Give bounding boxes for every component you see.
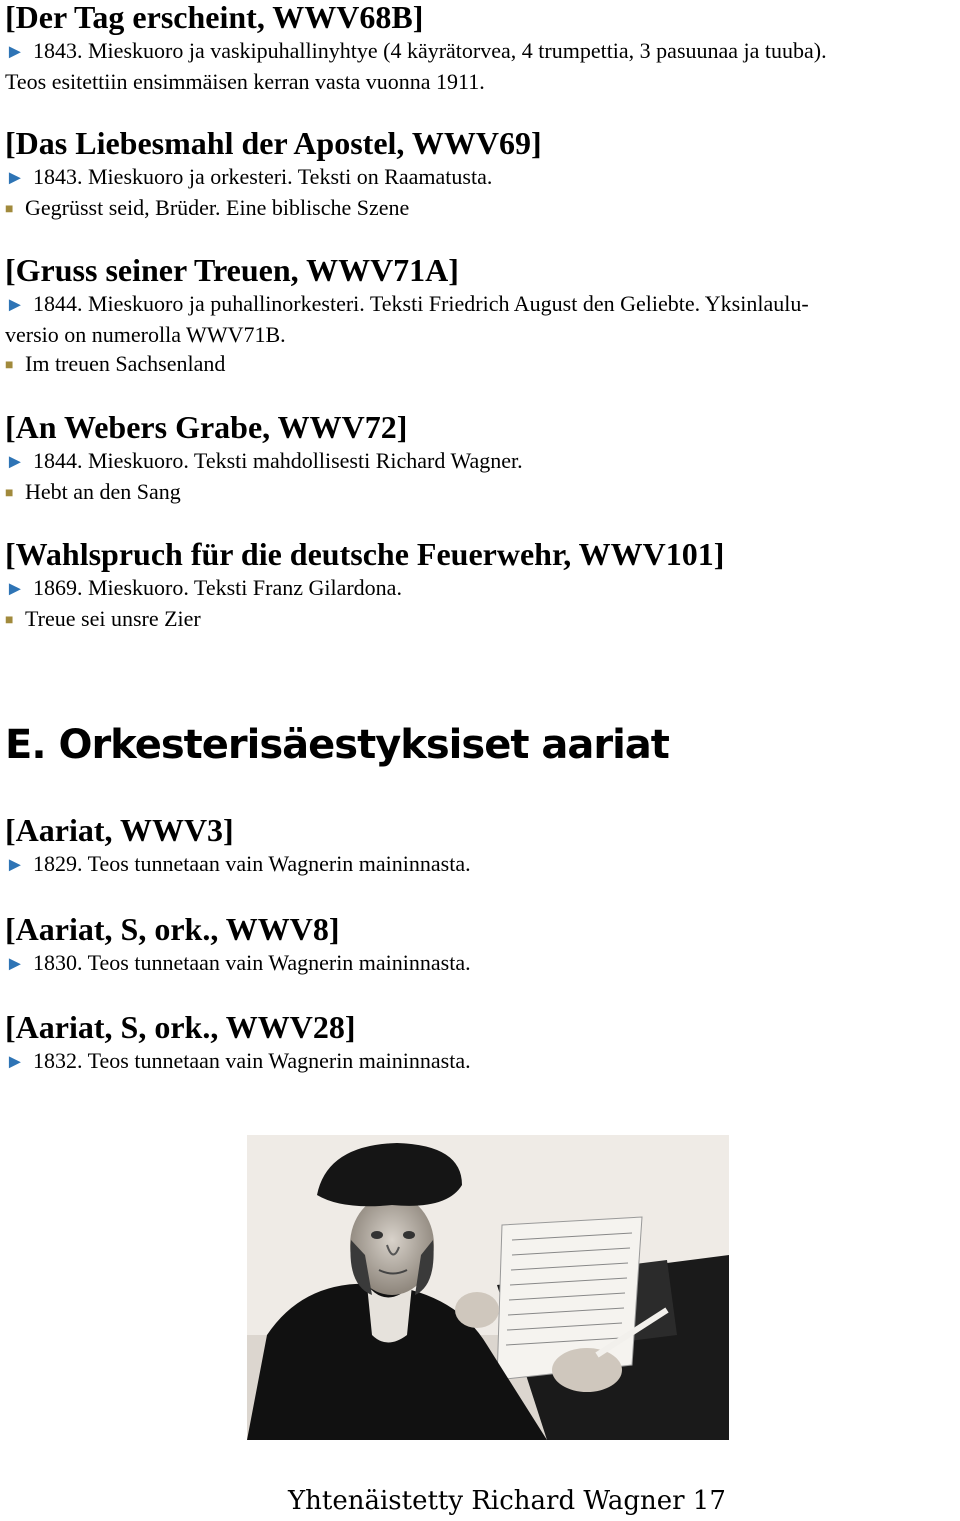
entry-line: 1843. Mieskuoro ja vaskipuhallinyhtye (4 käyrätorvea, 4 trumpettia, 3 pasuunaa ja tuuba). — [33, 38, 827, 63]
section-heading — [5, 722, 669, 768]
entry-line: 1829. Teos tunnetaan vain Wagnerin maininnasta. — [33, 851, 471, 876]
portrait-illustration — [247, 1135, 729, 1440]
arrow-right-icon: ► — [5, 953, 25, 975]
arrow-right-icon: ► — [5, 41, 25, 63]
entry-line: 1869. Mieskuoro. Teksti Franz Gilardona. — [33, 575, 402, 600]
wagner-portrait-photo — [247, 1135, 729, 1440]
entry-title: [Der Tag erscheint, WWV68B] — [5, 0, 424, 35]
entry-title: [Gruss seiner Treuen, WWV71A] — [5, 252, 459, 288]
arrow-right-icon: ► — [5, 854, 25, 876]
song-title: Gegrüsst seid, Brüder. Eine biblische Szene — [25, 195, 410, 220]
entry-aariat-wwv28 — [5, 1010, 471, 1077]
entry-line: 1843. Mieskuoro ja orkesteri. Teksti on Raamatusta. — [33, 164, 493, 189]
song-title: Im treuen Sachsenland — [25, 351, 226, 376]
square-icon: ■ — [5, 486, 14, 501]
entry-line: Teos esitettiin ensimmäisen kerran vasta vuonna 1911. — [5, 69, 485, 94]
section-title: E. Orkesterisäestyksiset aariat — [5, 722, 669, 768]
arrow-right-icon: ► — [5, 294, 25, 316]
arrow-right-icon: ► — [5, 167, 25, 189]
arrow-right-icon: ► — [5, 451, 25, 473]
square-icon: ■ — [5, 202, 14, 217]
entry-title: [Aariat, S, ork., WWV8] — [5, 911, 340, 947]
entry-webers-grabe — [5, 410, 523, 508]
entry-line: 1844. Mieskuoro. Teksti mahdollisesti Richard Wagner. — [33, 448, 523, 473]
song-title: Treue sei unsre Zier — [25, 606, 201, 631]
square-icon: ■ — [5, 358, 14, 373]
entry-line: 1830. Teos tunnetaan vain Wagnerin maininnasta. — [33, 950, 471, 975]
arrow-right-icon: ► — [5, 578, 25, 600]
entry-title: [Das Liebesmahl der Apostel, WWV69] — [5, 125, 542, 161]
song-title: Hebt an den Sang — [25, 479, 181, 504]
page-footer: Yhtenäistetty Richard Wagner 17 — [288, 1486, 726, 1516]
entry-wahlspruch — [5, 537, 724, 635]
square-icon: ■ — [5, 613, 14, 628]
entry-title: [Wahlspruch für die deutsche Feuerwehr, WWV101] — [5, 536, 725, 572]
entry-liebesmahl — [5, 126, 542, 224]
entry-gruss — [5, 253, 809, 380]
arrow-right-icon: ► — [5, 1051, 25, 1073]
entry-title: [Aariat, WWV3] — [5, 812, 234, 848]
entry-line: 1844. Mieskuoro ja puhallinorkesteri. Teksti Friedrich August den Geliebte. Yksinlaulu- — [33, 291, 809, 316]
entry-aariat-wwv8 — [5, 912, 471, 979]
entry-line: 1832. Teos tunnetaan vain Wagnerin maininnasta. — [33, 1048, 471, 1073]
entry-title: [An Webers Grabe, WWV72] — [5, 409, 408, 445]
entry-aariat-wwv3 — [5, 813, 471, 880]
entry-der-tag — [5, 0, 827, 96]
entry-title: [Aariat, S, ork., WWV28] — [5, 1009, 356, 1045]
entry-line: versio on numerolla WWV71B. — [5, 322, 286, 347]
